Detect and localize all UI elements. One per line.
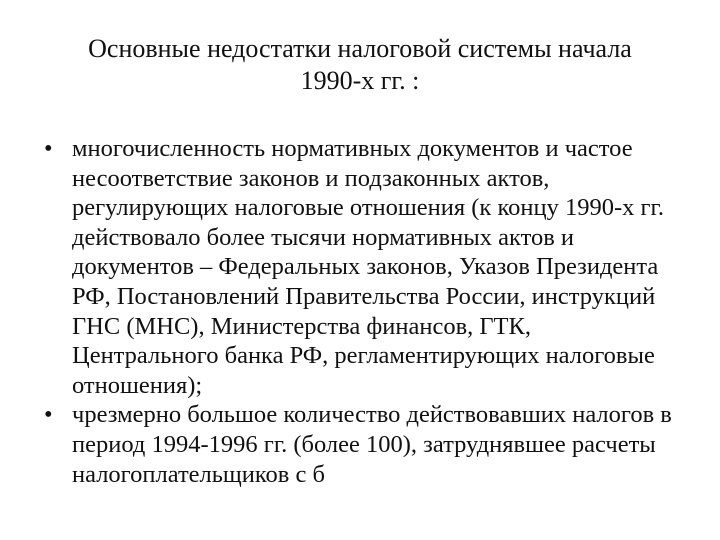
slide-title-line-2: 1990-х гг. : [300, 66, 420, 95]
bullet-text: чрезмерно большое количество действовавших налогов в период 1994-1996 гг. (более 100), затруднявшее расчеты налогоплательщиков с б [72, 401, 672, 488]
bullet-item [40, 134, 680, 400]
slide-title-line-1: Основные недостатки налоговой системы начала [88, 34, 632, 63]
bullet-icon: • [44, 135, 53, 162]
slide-title [60, 33, 660, 97]
bullet-list [40, 134, 680, 489]
bullet-icon: • [44, 401, 53, 429]
bullet-item [40, 400, 680, 489]
bullet-text: многочисленность нормативных документов и частое несоответствие законов и подзаконных актов, регулирующих налоговые отношения (к концу 1990-х гг. действовало более тысячи нормативных актов и документов – Федеральных законов, Указов Президента РФ, Постановлений Правительства России, инструкций ГНС (МНС), Министерства финансов, ГТК, Центрального банка РФ, регламентирующих налоговые отношения); [72, 135, 664, 399]
